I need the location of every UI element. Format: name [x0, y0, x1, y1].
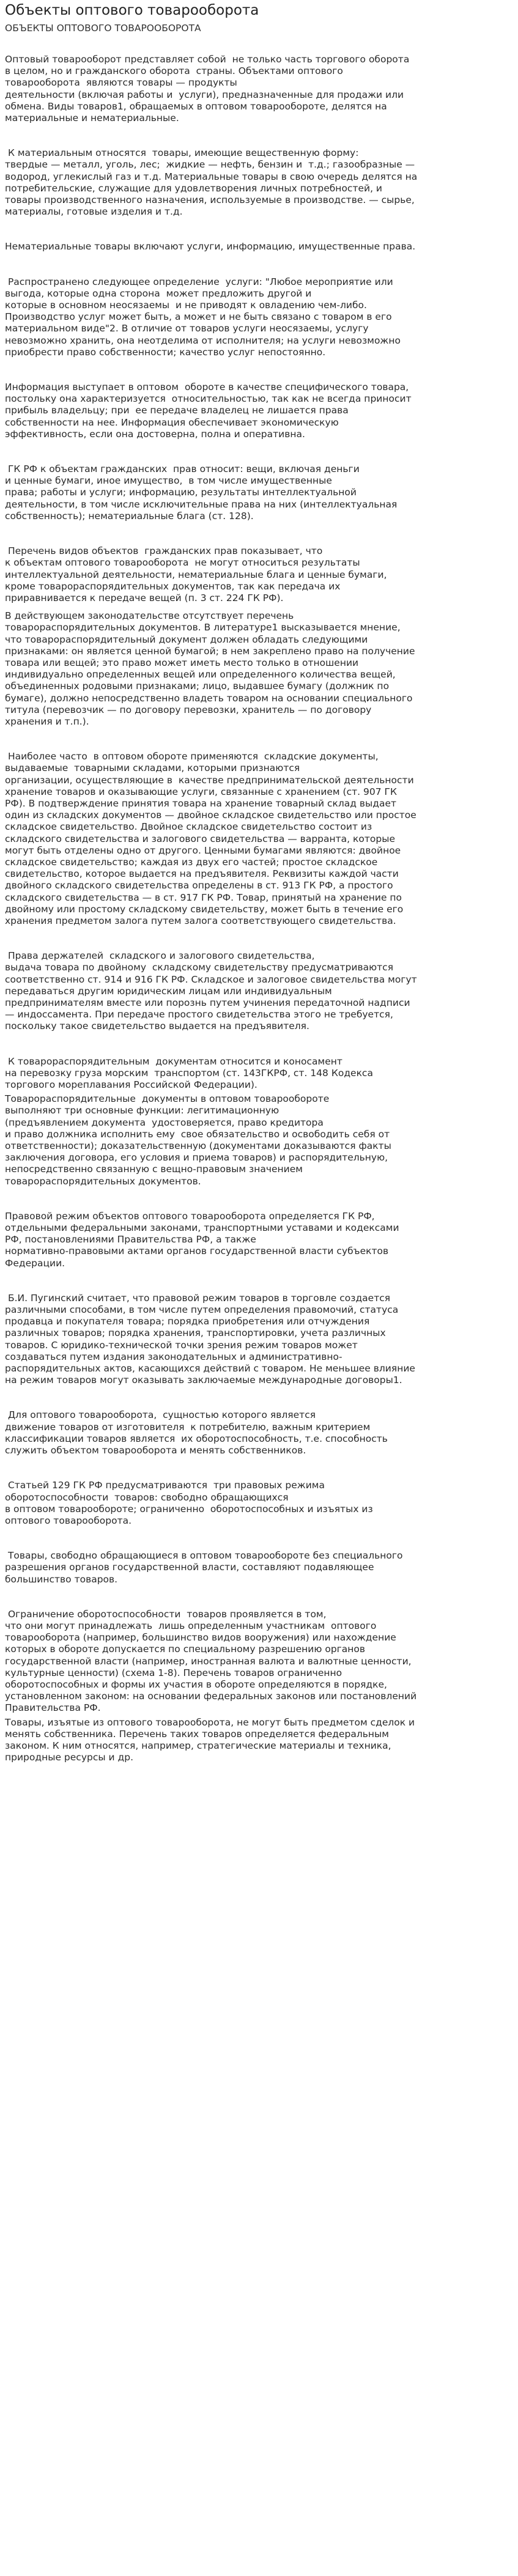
paragraph: [5, 545, 512, 604]
paragraph-line: в оптовом товарообороте; ограниченно оборотоспособных и изъятых из: [5, 1503, 373, 1515]
paragraph-line: двойному или простому складскому свидетельству, может быть в течение его: [5, 903, 404, 915]
paragraph-line: культурные ценности) (схема 1-8). Перечень товаров ограниченно: [5, 1667, 342, 1678]
paragraph-line: к объектам оптового товарооборота не могут относиться результаты: [5, 557, 360, 569]
document: [5, 0, 512, 1763]
paragraph-line: К материальным относятся товары, имеющие вещественную форму:: [5, 147, 359, 159]
paragraph-line: права; работы и услуги; информацию, результаты интеллектуальной: [5, 487, 357, 498]
paragraph-line: К товарораспорядительным документам относится и коносамент: [5, 1055, 342, 1067]
paragraph-line: предпринимателям вместе или порознь путем учинения передаточной надписи: [5, 997, 410, 1008]
paragraph-line: свидетельство, которое выдается на предъявителя. Реквизиты каждой части: [5, 868, 399, 880]
paragraph-line: товарораспорядительных документов.: [5, 1175, 201, 1187]
paragraph: [5, 1409, 512, 1456]
paragraph-line: оптового товарооборота.: [5, 1515, 132, 1526]
paragraph-line: выдача товара по двойному складскому свидетельству предусматриваются: [5, 962, 394, 973]
paragraph-line: оборотоспособных и формы их участия в обороте определяются в порядке,: [5, 1678, 387, 1690]
paragraph-line: товарооборота (например, большинство видов вооружения) или нахождение: [5, 1632, 396, 1644]
paragraph-line: эффективность, если она достоверна, полна и оперативна.: [5, 428, 305, 440]
paragraph-line: которых в обороте допускается по специальному разрешению органов: [5, 1644, 366, 1655]
paragraph-line: потребительские, служащие для удовлетворения личных потребностей, и: [5, 182, 383, 194]
paragraph-line: Права держателей складского и залогового свидетельства,: [5, 950, 315, 962]
paragraph-line: объединенных родовыми признаками; лицо, выдавшее бумагу (должник по: [5, 681, 390, 692]
paragraph-line: Товары, свободно обращающиеся в оптовом товарообороте без специального: [5, 1550, 403, 1562]
paragraph-line: выгода, которые одна сторона может предложить другой и: [5, 287, 312, 299]
paragraph-line: складского свидетельства — в ст. 917 ГК РФ. Товар, принятый на хранение по: [5, 891, 402, 903]
paragraph-line: Распространено следующее определение услуги: "Любое мероприятие или: [5, 276, 393, 287]
paragraph: [5, 1211, 512, 1269]
paragraph-line: различных товаров; порядка хранения, транспортировки, учета различных: [5, 1327, 386, 1339]
paragraph-line: прибыль владельцу; при ее передаче владелец не лишается права: [5, 405, 349, 416]
paragraph: [5, 1293, 512, 1387]
paragraph-line: невозможно хранить, она неотделима от исполнителя; на услуги невозможно: [5, 334, 401, 346]
paragraph-line: хранение товаров и оказывающие услуги, связанные с хранением (ст. 907 ГК: [5, 786, 397, 797]
paragraph-line: собственность); нематериальные блага (ст. 128).: [5, 510, 254, 522]
paragraph-line: Для оптового товарооборота, сущностью которого является: [5, 1409, 316, 1421]
paragraph: [5, 463, 512, 522]
paragraph-line: интеллектуальной деятельности, нематериальные блага и ценные бумаги,: [5, 569, 387, 580]
paragraph-line: деятельности (включая работы и услуги), предназначенные для продажи или: [5, 89, 404, 100]
paragraph-line: организации, осуществляющие в качестве предпринимательской деятельности: [5, 774, 414, 786]
paragraph-line: деятельности, в том числе исключительные права на них (интеллектуальная: [5, 498, 398, 510]
paragraph-line: отдельными федеральными законами, транспортными уставами и кодексами: [5, 1222, 399, 1234]
paragraph-line: ответственности); доказательственную (документами доказываются факты: [5, 1140, 391, 1152]
paragraph-line: складское свидетельство. Двойное складское свидетельство состоит из: [5, 821, 372, 833]
paragraph-line: материальные и нематериальные.: [5, 113, 179, 124]
paragraph-line: и ценные бумаги, иное имущество, в том числе имущественные: [5, 475, 332, 487]
paragraph-line: непосредственно связанную с вещно-правовым значением: [5, 1164, 303, 1175]
paragraph: [5, 382, 512, 440]
paragraph-line: бумаге), должно непосредственно владеть товаром на основании специального: [5, 692, 413, 704]
paragraph-line: на режим товаров могут оказывать заключаемые международные договоры1.: [5, 1375, 402, 1386]
paragraph-line: хранения предметом залога путем залога соответствующего свидетельства.: [5, 915, 396, 926]
paragraph-line: различными способами, в том числе путем определения правомочий, статуса: [5, 1304, 399, 1316]
paragraph: [5, 1056, 512, 1091]
paragraph-line: Нематериальные товары включают услуги, информацию, имущественные права.: [5, 241, 416, 253]
paragraph-line: соответственно ст. 914 и 916 ГК РФ. Складское и залоговое свидетельства могут: [5, 973, 417, 985]
paragraph-line: на перевозку груза морским транспортом (ст. 143ГКРФ, ст. 148 Кодекса: [5, 1067, 373, 1079]
paragraph-line: В действующем законодательстве отсутствует перечень: [5, 610, 294, 622]
paragraph-line: ГК РФ к объектам гражданских прав относит: вещи, включая деньги: [5, 463, 360, 475]
paragraph: [5, 276, 512, 358]
paragraph-line: Ограничение оборотоспособности товаров проявляется в том,: [5, 1608, 327, 1620]
paragraph-line: Статьей 129 ГК РФ предусматриваются три правовых режима: [5, 1480, 325, 1491]
paragraph: [5, 1717, 512, 1764]
paragraph-line: — индоссамента. При передаче простого свидетельства этого не требуется,: [5, 1009, 393, 1020]
paragraph-line: Перечень видов объектов гражданских прав показывает, что: [5, 545, 323, 557]
paragraph-line: в целом, но и гражданского оборота страны. Объектами оптового: [5, 65, 343, 77]
paragraph-line: кроме товарораспорядительных документов, так как передача их: [5, 580, 341, 592]
paragraph-line: обмена. Виды товаров1, обращаемых в оптовом товарообороте, делятся на: [5, 100, 387, 112]
paragraph-line: (предъявлением документа удостоверяется, право кредитора: [5, 1116, 324, 1128]
paragraph-line: могут быть отделены одно от другого. Ценными бумагами являются: двойное: [5, 844, 401, 856]
paragraph-line: признаками: он является ценной бумагой; в нем закреплено право на получение: [5, 645, 415, 657]
paragraph: [5, 610, 512, 728]
paragraph-line: и право должника исполнить ему свое обязательство и освободить себя от: [5, 1128, 390, 1140]
paragraph-line: которые в основном неосязаемы и не приводят к овладению чем-либо.: [5, 300, 367, 311]
paragraph-line: выполняют три основные функции: легитимационную: [5, 1105, 279, 1116]
paragraph: [5, 950, 512, 1032]
paragraph-line: постольку она характеризуется относительностью, так как не всегда приносит: [5, 393, 412, 405]
paragraph-line: твердые — металл, уголь, лес; жидкие — нефть, бензин и т.д.; газообразные —: [5, 159, 415, 171]
paragraph-line: Информация выступает в оптовом обороте в качестве специфического товара,: [5, 382, 409, 393]
paragraph-line: распорядительных актов, касающихся действий с товаром. Не меньшее влияние: [5, 1363, 415, 1375]
paragraph-line: товарораспорядительных документов. В литературе1 высказывается мнение,: [5, 622, 401, 633]
paragraph-line: материальном виде"2. В отличие от товаров услуги неосязаемы, услугу: [5, 323, 369, 334]
paragraph-line: установленном законом: на основании федеральных законов или постановлений: [5, 1691, 417, 1702]
paragraph-line: товары производственного назначения, используемые в производстве. — сырье,: [5, 194, 415, 206]
paragraph-line: Оптовый товарооборот представляет собой не только часть торгового оборота: [5, 54, 410, 65]
paragraph-line: выдаваемые товарными складами, которыми признаются: [5, 762, 300, 774]
paragraph-line: поскольку такое свидетельство выдается на предъявителя.: [5, 1020, 309, 1032]
paragraph-line: собственности на нее. Информация обеспечивает экономическую: [5, 416, 339, 428]
paragraph-line: Товарораспорядительные документы в оптовом товарообороте: [5, 1093, 330, 1105]
page-title: Объекты оптового товарооборота: [5, 2, 259, 18]
paragraph-line: хранения и т.п.).: [5, 715, 89, 727]
paragraph-line: индивидуально определенных вещей или определенного количества вещей,: [5, 669, 396, 681]
paragraph-line: РФ). В подтверждение принятия товара на хранение товарный склад выдает: [5, 797, 397, 809]
paragraph: [5, 1480, 512, 1527]
article-body: [5, 54, 512, 1763]
paragraph-line: классификации товаров является их оборотоспособность, т.е. способность: [5, 1433, 388, 1444]
paragraph-line: водород, углекислый газ и т.д. Материальные товары в свою очередь делятся на: [5, 171, 418, 182]
paragraph-line: торгового мореплавания Российской Федерации).: [5, 1079, 257, 1091]
paragraph-line: передаваться другим юридическим лицам или индивидуальным: [5, 985, 332, 997]
paragraph-line: приравнивается к передаче вещей (п. 3 ст. 224 ГК РФ).: [5, 592, 284, 603]
paragraph: [5, 54, 512, 89]
paragraph-line: складского свидетельства и залогового свидетельства — варранта, которые: [5, 833, 395, 844]
paragraph-line: Наиболее часто в оптовом обороте применяются складские документы,: [5, 751, 379, 762]
paragraph: [5, 751, 512, 927]
paragraph-line: государственной власти (например, иностранная валюта и валютные ценности,: [5, 1655, 412, 1667]
paragraph-line: товаров. С юридико-технической точки зрения режим товаров может: [5, 1339, 358, 1351]
paragraph-line: Правовой режим объектов оптового товарооборота определяется ГК РФ,: [5, 1210, 375, 1222]
paragraph-line: движение товаров от изготовителя к потребителю, важным критерием: [5, 1421, 371, 1433]
paragraph-line: менять собственника. Перечень таких товаров определяется федеральным: [5, 1728, 389, 1740]
paragraph-line: законом. К ним относятся, например, стратегические материалы и техника,: [5, 1740, 391, 1751]
paragraph-line: Федерации.: [5, 1257, 65, 1269]
paragraph-line: Товары, изъятые из оптового товарооборота, не могут быть предметом сделок и: [5, 1716, 415, 1728]
paragraph-line: РФ, постановлениями Правительства РФ, а также: [5, 1234, 256, 1246]
paragraph-line: что они могут принадлежать лишь определенным участникам оптового: [5, 1620, 377, 1631]
paragraph-line: складское свидетельство; каждая из двух его частей; простое складское: [5, 856, 378, 868]
paragraph-line: большинство товаров.: [5, 1573, 118, 1585]
paragraph-line: оборотоспособности товаров: свободно обращающихся: [5, 1491, 289, 1503]
paragraph-line: материалы, готовые изделия и т.д.: [5, 206, 183, 218]
paragraph-line: титула (перевозчик — по договору перевозки, хранитель — по договору: [5, 704, 372, 715]
paragraph-line: что товарораспорядительный документ должен обладать следующими: [5, 633, 368, 645]
paragraph-line: заключения договора, его условия и приема товаров) и распорядительную,: [5, 1152, 388, 1164]
paragraph: [5, 89, 512, 125]
paragraph-line: Производство услуг может быть, а может и не быть связано с товаром в его: [5, 311, 392, 323]
paragraph: [5, 241, 512, 253]
paragraph-line: один из складских документов — двойное складское свидетельство или простое: [5, 810, 416, 821]
paragraph-line: создаваться путем издания законодательных и административно-: [5, 1351, 342, 1362]
paragraph-line: Б.И. Пугинский считает, что правовой режим товаров в торговле создается: [5, 1292, 391, 1304]
paragraph-line: природные ресурсы и др.: [5, 1752, 133, 1763]
paragraph-line: Правительства РФ.: [5, 1702, 101, 1714]
page-subtitle: ОБЪЕКТЫ ОПТОВОГО ТОВАРООБОРОТА: [5, 23, 201, 34]
paragraph-line: приобрести право собственности; качество услуг непостоянно.: [5, 346, 326, 358]
paragraph-line: товарооборота являются товары — продукты: [5, 77, 237, 89]
paragraph-line: служить объектом товарооборота и менять собственников.: [5, 1445, 306, 1456]
paragraph-line: разрешения органов государственной власти, составляют подавляющее: [5, 1562, 374, 1573]
paragraph-line: нормативно-правовыми актами органов государственной власти субъектов: [5, 1246, 389, 1257]
paragraph-line: двойного складского свидетельства определены в ст. 913 ГК РФ, а простого: [5, 880, 393, 891]
paragraph-line: товара или вещей; это право может иметь место только в отношении: [5, 657, 359, 668]
paragraph: [5, 147, 512, 218]
paragraph: [5, 1093, 512, 1187]
paragraph: [5, 1550, 512, 1585]
paragraph-line: продавца и покупателя товара; порядка приобретения или отчуждения: [5, 1316, 370, 1327]
paragraph: [5, 1609, 512, 1714]
